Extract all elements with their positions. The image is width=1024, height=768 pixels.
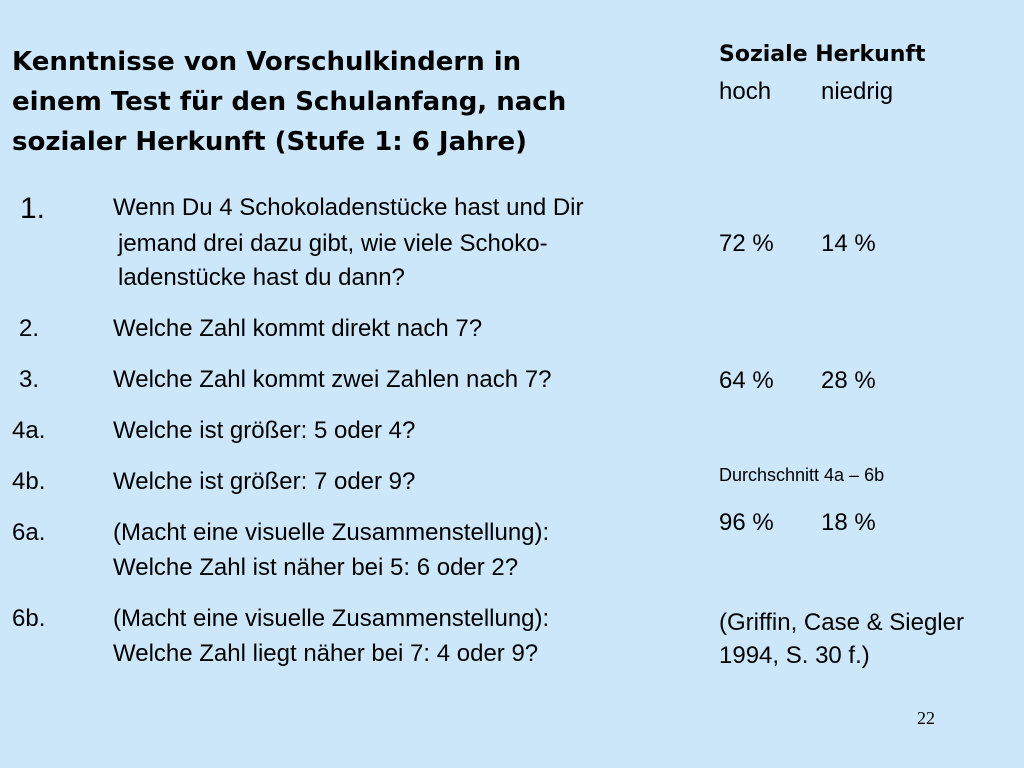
item-number: 6b. (12, 605, 46, 632)
result-hoch: 64 % (719, 367, 774, 394)
item-number: 4b. (12, 468, 46, 495)
question-line: ladenstücke hast du dann? (118, 264, 405, 291)
slide-title: Kenntnisse von Vorschulkindern in einem Test für den Schulanfang, nach sozialer Herkunft (Stufe 1: 6 Jahre) (12, 47, 567, 157)
question-line: Welche ist größer: 5 oder 4? (113, 417, 416, 444)
page-number: 22 (917, 708, 935, 728)
item-number: 4a. (12, 417, 46, 444)
question-line: Welche Zahl kommt zwei Zahlen nach 7? (113, 366, 552, 393)
citation-line: 1994, S. 30 f.) (719, 642, 870, 669)
question-line: Wenn Du 4 Schokoladenstücke hast und Dir (113, 194, 584, 221)
item-number: 6a. (12, 519, 46, 546)
question-line: Welche Zahl liegt näher bei 7: 4 oder 9? (113, 640, 539, 667)
social-origin-heading: Soziale Herkunft (719, 42, 926, 67)
question-line: Welche ist größer: 7 oder 9? (113, 468, 416, 495)
question-line: Welche Zahl ist näher bei 5: 6 oder 2? (113, 554, 519, 581)
result-hoch: 96 % (719, 509, 774, 536)
result-hoch: 72 % (719, 230, 774, 257)
column-niedrig-label: niedrig (821, 78, 894, 105)
question-line: (Macht eine visuelle Zusammenstellung): (113, 519, 550, 546)
question-line: jemand drei dazu gibt, wie viele Schoko- (118, 230, 548, 257)
question-line: (Macht eine visuelle Zusammenstellung): (113, 605, 550, 632)
result-niedrig: 28 % (821, 367, 876, 394)
result-niedrig: 18 % (821, 509, 876, 536)
item-number: 3. (19, 366, 40, 393)
question-line: Welche Zahl kommt direkt nach 7? (113, 315, 483, 342)
item-number: 1. (20, 192, 46, 225)
result-niedrig: 14 % (821, 230, 876, 257)
citation-line: (Griffin, Case & Siegler (719, 609, 964, 636)
average-note: Durchschnitt 4a – 6b (719, 465, 885, 485)
column-hoch-label: hoch (719, 78, 772, 105)
item-number: 2. (19, 315, 40, 342)
